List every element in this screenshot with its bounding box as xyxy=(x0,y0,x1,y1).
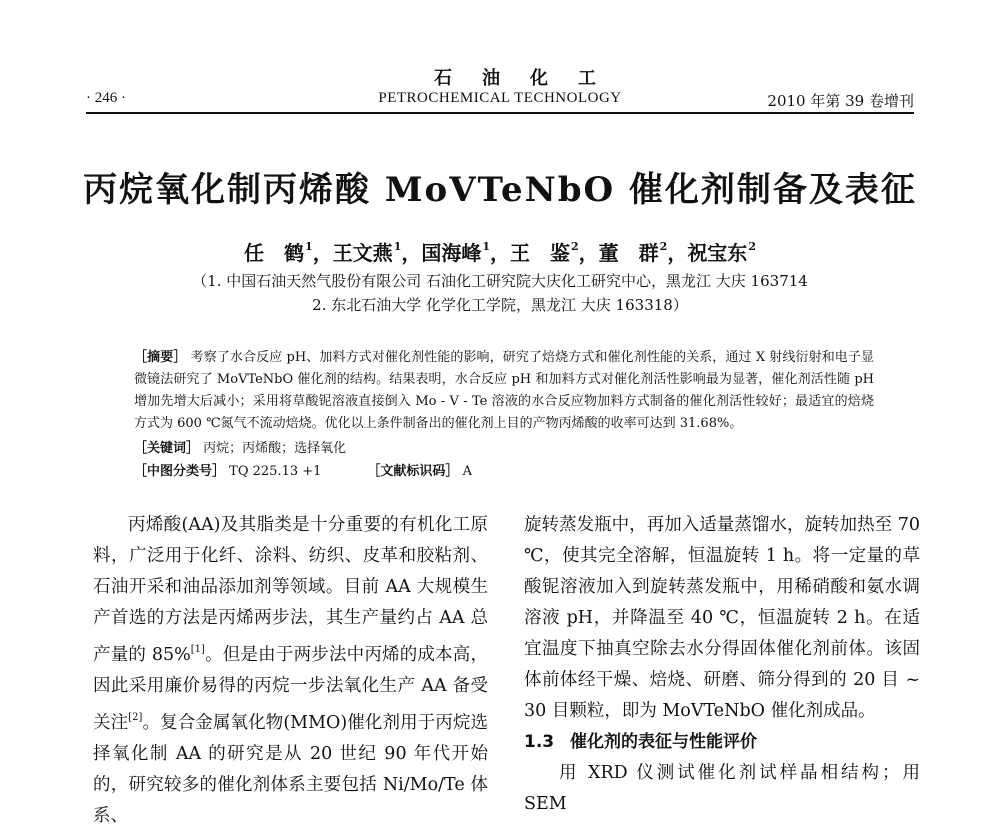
body-left-column xyxy=(93,510,488,832)
classification xyxy=(134,460,472,479)
citation[interactable]: [1] xyxy=(190,644,205,655)
author: 王文燕 xyxy=(332,241,393,265)
author-affil-mark: 2 xyxy=(571,240,579,253)
author: 任 鹤 xyxy=(244,241,305,265)
paper-title: 丙烷氧化制丙烯酸 MoVTeNbO 催化剂制备及表征 xyxy=(83,170,917,210)
keywords-label: ［关键词］ xyxy=(134,441,200,456)
paragraph: 旋转蒸发瓶中，再加入适量蒸馏水，旋转加热至 70 ℃，使其完全溶解，恒温旋转 1 h。将一定量的草酸铌溶液加入到旋转蒸发瓶中，用稀硝酸和氨水调溶液 pH，并降温至 40 ℃，恒温旋转 2 h。在适宜温度下抽真空除去水分得固体催化剂前体。该固体前体经干燥、焙烧、研磨、筛分得到的 20 目 ~ 30 目颗粒，即为 MoVTeNbO 催化剂成品。 xyxy=(524,515,920,721)
issue-label: 2010 年第 39 卷增刊 xyxy=(767,92,914,110)
journal-name-cn: 石油化工 xyxy=(434,68,626,89)
clc-value: TQ 225.13 +1 xyxy=(229,464,322,479)
journal-name-en: PETROCHEMICAL TECHNOLOGY xyxy=(378,90,622,106)
paragraph-text: 丙烯酸(AA)及其脂类是十分重要的有机化工原料，广泛用于化纤、涂料、纺织、皮革和胶粘剂、石油开采和油品添加剂等领域。目前 AA 大规模生产首选的方法是丙烯两步法，其生产量约占 AA 总产量的 85% xyxy=(93,515,488,665)
section-heading xyxy=(524,727,920,758)
body-right-column xyxy=(524,510,920,820)
section-title: 催化剂的表征与性能评价 xyxy=(570,732,757,752)
author: 祝宝东 xyxy=(687,241,748,265)
author-affil-mark: 2 xyxy=(659,240,668,253)
author-affil-mark: 1 xyxy=(393,240,402,253)
header-rule xyxy=(86,112,914,114)
keywords xyxy=(134,437,874,456)
section-number: 1.3 xyxy=(524,732,555,752)
clc-label: ［中图分类号］ xyxy=(134,464,226,479)
author-affil-mark: 2 xyxy=(748,240,756,253)
author: 董 群 xyxy=(598,241,659,265)
author: 国海峰 xyxy=(421,241,482,265)
affiliation-2: 2. 东北石油大学 化学化工学院，黑龙江 大庆 163318） xyxy=(312,296,688,314)
paragraph: 用 XRD 仪测试催化剂试样晶相结构；用 SEM xyxy=(524,763,920,814)
paragraph xyxy=(93,510,488,832)
doc-code-label: ［文献标识码］ xyxy=(367,464,459,479)
abstract-label: ［摘要］ xyxy=(134,350,187,365)
affiliation-1: （1. 中国石油天然气股份有限公司 石油化工研究院大庆化工研究中心，黑龙江 大庆 163714 xyxy=(192,272,808,290)
keywords-text: 丙烷；丙烯酸；选择氧化 xyxy=(203,441,347,456)
paragraph-text: 。复合金属氧化物(MMO)催化剂用于丙烷选择氧化制 AA 的研究是从 20 世纪 90 年代开始的，研究较多的催化剂体系主要包括 Ni/Mo/Te 体系、 xyxy=(93,713,489,826)
paragraph-text: 。但是由于两步法中丙烯的成本高，因此采用廉价易得的丙烷一步法氧化生产 AA 备受关注 xyxy=(93,645,488,733)
author: 王 鉴 xyxy=(510,241,570,265)
citation[interactable]: [2] xyxy=(128,712,143,723)
page-number: · 246 · xyxy=(86,90,126,106)
author-affil-mark: 1 xyxy=(305,240,313,253)
abstract xyxy=(134,347,874,435)
author-affil-mark: 1 xyxy=(482,240,490,253)
author-list: 任 鹤$^1$，王文燕$^1$，国海峰$^1$，王 鉴$^2$，董 群$^2$，祝宝东$^2$ xyxy=(244,240,756,265)
abstract-text: 考察了水合反应 pH、加料方式对催化剂性能的影响，研究了焙烧方式和催化剂性能的关系，通过 X 射线衍射和电子显微镜法研究了 MoVTeNbO 催化剂的结构。结果表明，水合反应 pH 和加料方式对催化剂活性影响最为显著，催化剂活性随 pH 增加先增大后减小；采用将草酸铌溶液直接倒入 Mo - V - Te 溶液的水合反应物加料方式制备的催化剂活性较好；最适宜的焙烧方式为 600 ℃氮气不流动焙烧。优化以上条件制备出的催化剂上目的产物丙烯酸的收率可达到 31.68%。 xyxy=(134,350,874,431)
doc-code-value: A xyxy=(462,464,472,479)
